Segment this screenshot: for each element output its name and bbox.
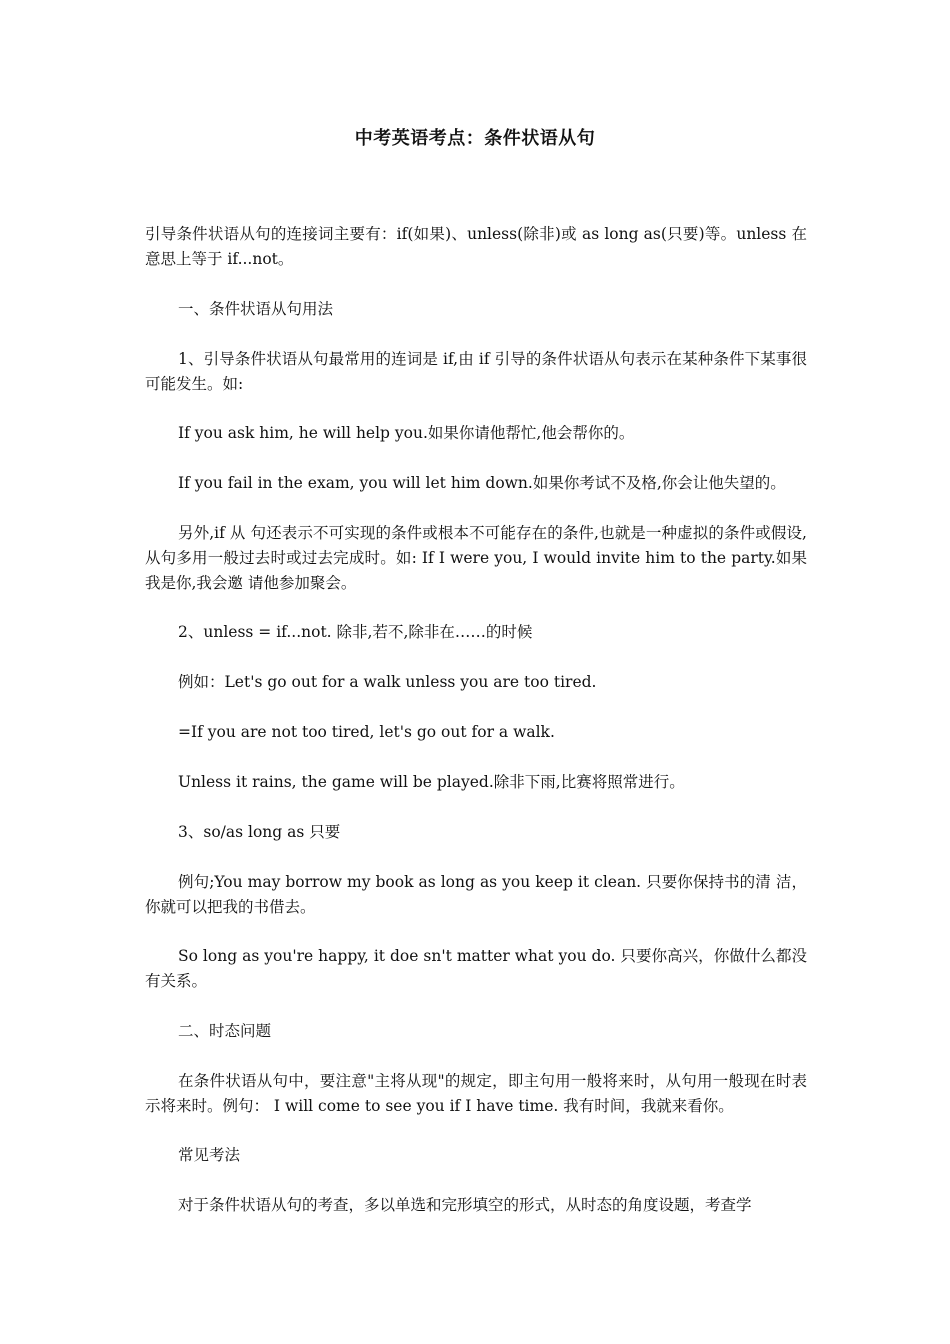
example-sentence: So long as you're happy, it doe sn't matter what you do. 只要你高兴，你做什么都没有关系。 xyxy=(145,947,807,990)
intro-paragraph: 引导条件状语从句的连接词主要有：if(如果)、unless(除非)或 as long as(只要)等。unless 在意思上等于 if...not。 xyxy=(145,225,807,268)
paragraph-tense-rule: 在条件状语从句中，要注意"主将从现"的规定，即主句用一般将来时，从句用一般现在时表示将来时。例句： I will come to see you if I have time. 我有时间，我就来看你。 xyxy=(145,1072,807,1115)
subheading-as-long-as: 3、so/as long as 只要 xyxy=(178,823,341,841)
example-sentence: Unless it rains, the game will be played.除非下雨,比赛将照常进行。 xyxy=(178,773,685,791)
subheading-unless: 2、unless = if...not. 除非,若不,除非在……的时候 xyxy=(178,623,533,641)
example-sentence: 例如：Let's go out for a walk unless you are too tired. xyxy=(178,673,597,691)
paragraph-subjunctive: 另外,if 从 句还表示不可实现的条件或根本不可能存在的条件,也就是一种虚拟的条件或假设,从句多用一般过去时或过去完成时。如: If I were you, I would invite him to the party.如果我是你,我会邀 请他参加聚会。 xyxy=(145,524,807,592)
section-heading-usage: 一、条件状语从句用法 xyxy=(178,300,334,318)
example-sentence: 例句;You may borrow my book as long as you keep it clean. 只要你保持书的清 洁，你就可以把我的书借去。 xyxy=(145,873,807,916)
example-sentence: If you ask him, he will help you.如果你请他帮忙,他会帮你的。 xyxy=(178,424,635,442)
example-sentence: =If you are not too tired, let's go out for a walk. xyxy=(178,723,555,741)
paragraph-if-usage: 1、引导条件状语从句最常用的连词是 if,由 if 引导的条件状语从句表示在某种条件下某事很可能发生。如: xyxy=(145,350,807,393)
example-sentence: If you fail in the exam, you will let him down.如果你考试不及格,你会让他失望的。 xyxy=(178,474,786,492)
subheading-common-tests: 常见考法 xyxy=(178,1146,241,1164)
section-heading-tense: 二、时态问题 xyxy=(178,1022,272,1040)
paragraph-tests: 对于条件状语从句的考查，多以单选和完形填空的形式，从时态的角度设题，考查学 xyxy=(178,1196,752,1214)
document-title: 中考英语考点：条件状语从句 xyxy=(354,128,596,149)
